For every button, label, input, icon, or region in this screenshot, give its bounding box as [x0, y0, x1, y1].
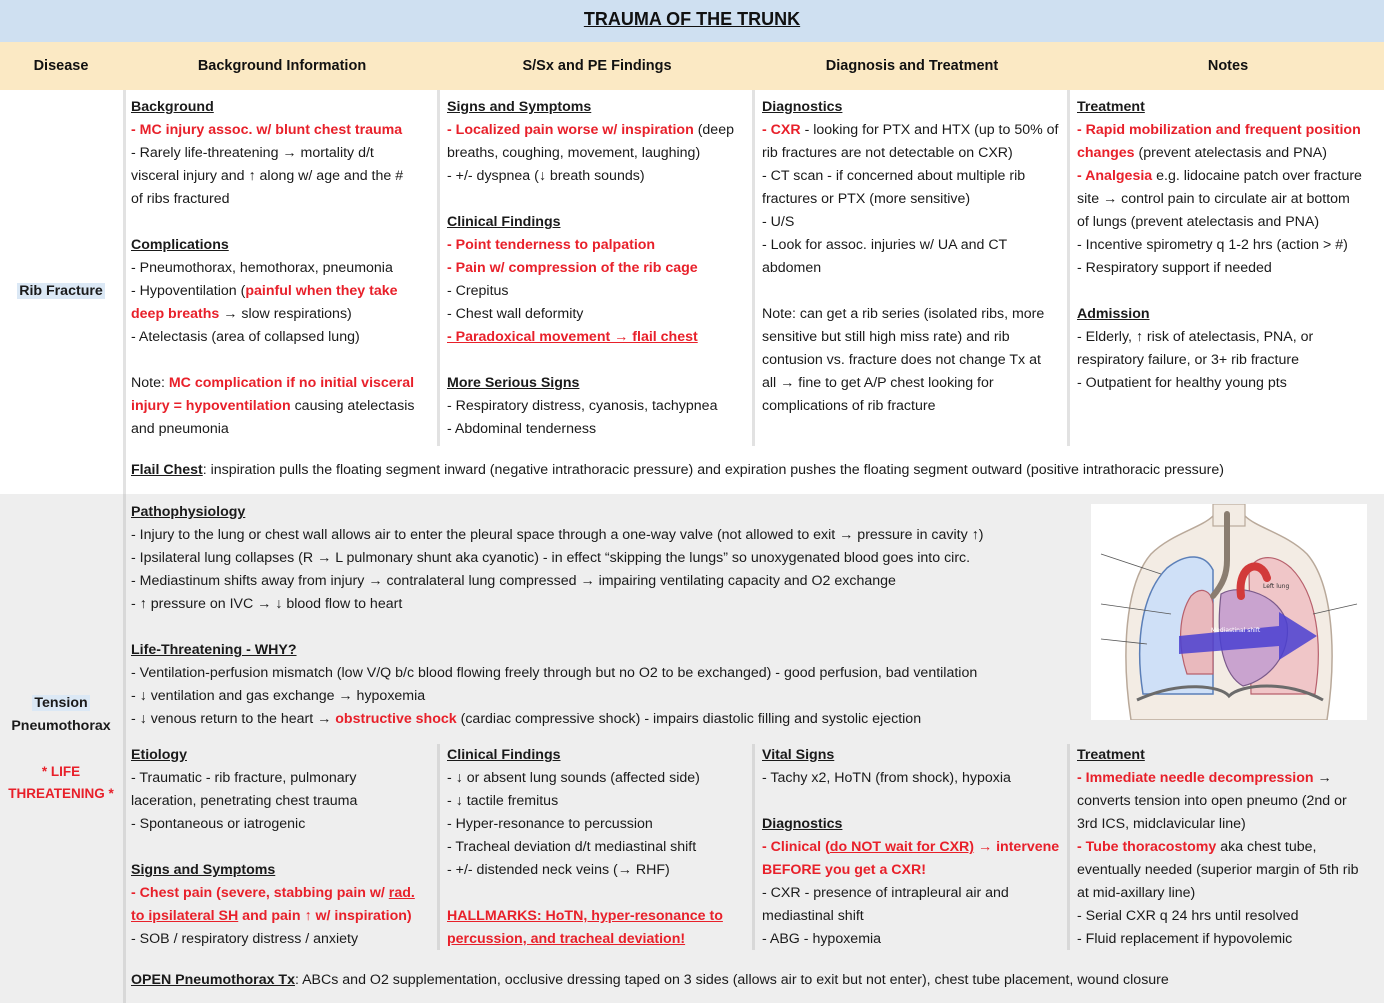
text-line: - Tube thoracostomy aka chest tube, — [1077, 839, 1317, 855]
chest-anatomy-illustration — [1091, 504, 1367, 720]
text-line: to ipsilateral SH and pain ↑ w/ inspiration) — [131, 908, 412, 924]
text-line: - Analgesia e.g. lidocaine patch over fracture — [1077, 168, 1362, 184]
text-line: - +/- distended neck veins (→ RHF) — [447, 862, 670, 878]
text-line: complications of rib fracture — [762, 398, 936, 414]
text-line: BEFORE you get a CXR! — [762, 862, 926, 878]
patho-block — [131, 501, 983, 731]
vitals-diagnostics-block — [762, 744, 1059, 951]
section-heading: More Serious Signs — [447, 375, 580, 391]
header-ssx: S/Sx and PE Findings — [522, 58, 672, 74]
text-line: rib fractures are not detectable on CXR) — [762, 145, 1013, 161]
tension-pneumothorax-figure — [1091, 504, 1367, 720]
etiology-block — [131, 744, 415, 951]
figure-label: Left lung — [1263, 583, 1290, 590]
text-line: - Rarely life-threatening → mortality d/t — [131, 145, 374, 161]
text-line: eventually needed (superior margin of 5th rib — [1077, 862, 1359, 878]
text-line: - Serial CXR q 24 hrs until resolved — [1077, 908, 1299, 924]
text-line: - ↓ ventilation and gas exchange → hypoxemia — [131, 688, 426, 704]
section-heading: Etiology — [131, 747, 187, 763]
rib-diagnosis-block — [762, 96, 1059, 418]
page-title: TRAUMA OF THE TRUNK — [583, 9, 801, 29]
section-heading: Signs and Symptoms — [131, 862, 276, 878]
text-line: - Respiratory distress, cyanosis, tachypnea — [447, 398, 718, 414]
text-line: - Spontaneous or iatrogenic — [131, 816, 306, 832]
section-heading: Treatment — [1077, 99, 1145, 115]
text-line: 3rd ICS, midclavicular line) — [1077, 816, 1246, 832]
text-line: - +/- dyspnea (↓ breath sounds) — [447, 168, 645, 184]
text-line: deep breaths → slow respirations) — [131, 306, 352, 322]
section-heading: Clinical Findings — [447, 214, 561, 230]
text-line: - CT scan - if concerned about multiple rib — [762, 168, 1026, 184]
text-line: Note: MC complication if no initial visceral — [131, 375, 415, 391]
section-heading: Pathophysiology — [131, 504, 246, 520]
text-line: - Injury to the lung or chest wall allows air to enter the pleural space through a one-way valve (not allowed to exit → pressure in cavity ↑) — [131, 527, 984, 543]
table-header — [0, 42, 1384, 90]
text-line: - Hypoventilation (painful when they take — [131, 283, 398, 299]
text-line: laceration, penetrating chest trauma — [131, 793, 358, 809]
text-line: - ↓ venous return to the heart → obstructive shock (cardiac compressive shock) - impairs diastolic filling and systolic ejection — [131, 711, 922, 727]
text-line: - Traumatic - rib fracture, pulmonary — [131, 770, 357, 786]
figure-label: Mediastinal shift — [1211, 627, 1261, 634]
text-line: of lungs (prevent atelectasis and PNA) — [1077, 214, 1320, 230]
text-line: - Ventilation-perfusion mismatch (low V/Q b/c blood flowing freely through but no O2 to be exchanged) - good perfusion, bad ventilation — [131, 665, 978, 681]
disease-tension-pneumothorax: Tension Pneumothorax * LIFE THREATENING * — [0, 692, 122, 805]
text-line: - Look for assoc. injuries w/ UA and CT — [762, 237, 1008, 253]
text-line: - Fluid replacement if hypovolemic — [1077, 931, 1293, 947]
section-heading: Vital Signs — [762, 747, 835, 763]
text-line: - SOB / respiratory distress / anxiety — [131, 931, 359, 947]
text-line: - Hyper-resonance to percussion — [447, 816, 653, 832]
text-line: abdomen — [762, 260, 822, 276]
hallmarks-line: percussion, and tracheal deviation! — [447, 931, 686, 947]
text-line: - Elderly, ↑ risk of atelectasis, PNA, or — [1077, 329, 1314, 345]
text-line: sensitive but still high miss rate) and rib — [762, 329, 1010, 345]
header-diagnosis: Diagnosis and Treatment — [825, 58, 999, 74]
text-line: - Mediastinum shifts away from injury → contralateral lung compressed → impairing ventilating capacity and O2 exchange — [131, 573, 896, 589]
text-line: - Ipsilateral lung collapses (R → L pulmonary shunt aka cyanotic) - in effect “skipping the lungs” so unoxygenated blood goes into circ. — [131, 550, 971, 566]
text-line: visceral injury and ↑ along w/ age and the # — [131, 168, 404, 184]
clinical-findings-block — [447, 744, 723, 951]
text-line: - Clinical (do NOT wait for CXR) → intervene — [762, 839, 1060, 855]
section-heading: Clinical Findings — [447, 747, 561, 763]
text-line: and pneumonia — [131, 421, 229, 437]
section-heading: Complications — [131, 237, 229, 253]
text-line: - Abdominal tenderness — [447, 421, 597, 437]
rib-ssx-block — [447, 96, 734, 441]
text-line: site → control pain to circulate air at bottom — [1077, 191, 1350, 207]
text-line: - ABG - hypoxemia — [762, 931, 882, 947]
section-heading: Treatment — [1077, 747, 1145, 763]
header-background: Background Information — [197, 58, 367, 74]
open-pneumothorax-note: OPEN Pneumothorax Tx: ABCs and O2 supplementation, occlusive dressing taped on 3 sides (allows air to exit but not enter), chest tube placement, wound closure — [131, 972, 1169, 988]
text-line: - U/S — [762, 214, 795, 230]
text-line: - Rapid mobilization and frequent position — [1077, 122, 1361, 138]
section-heading: Diagnostics — [762, 816, 843, 832]
text-line: - Pain w/ compression of the rib cage — [447, 260, 698, 276]
text-line: - Chest pain (severe, stabbing pain w/ rad. — [131, 885, 415, 901]
text-line: - CXR - looking for PTX and HTX (up to 50% of — [762, 122, 1059, 138]
text-line: - Localized pain worse w/ inspiration (deep — [447, 122, 734, 138]
text-line: mediastinal shift — [762, 908, 864, 924]
title-bar — [0, 0, 1384, 42]
section-heading: Admission — [1077, 306, 1150, 322]
hallmarks-line: HALLMARKS: HoTN, hyper-resonance to — [447, 908, 723, 924]
header-notes: Notes — [1207, 58, 1249, 74]
text-line: - Chest wall deformity — [447, 306, 584, 322]
text-line: - Pneumothorax, hemothorax, pneumonia — [131, 260, 393, 276]
text-line: - Paradoxical movement → flail chest — [447, 329, 698, 345]
text-line: - Crepitus — [447, 283, 509, 299]
text-line: - MC injury assoc. w/ blunt chest trauma — [131, 122, 403, 138]
rib-background-block — [131, 96, 414, 441]
disease-rib-fracture: Rib Fracture — [19, 283, 103, 299]
text-line: breaths, coughing, movement, laughing) — [447, 145, 701, 161]
rib-fracture-row — [0, 90, 1384, 494]
text-line: at mid-axillary line) — [1077, 885, 1196, 901]
text-line: contusion vs. fracture does not change Tx at — [762, 352, 1041, 368]
text-line: - Tracheal deviation d/t mediastinal shift — [447, 839, 697, 855]
text-line: - ↓ tactile fremitus — [447, 793, 559, 809]
tension-treatment-block — [1077, 744, 1359, 951]
rib-notes-block — [1077, 96, 1362, 395]
text-line: - ↓ or absent lung sounds (affected side) — [447, 770, 700, 786]
text-line: - Point tenderness to palpation — [447, 237, 656, 253]
text-line: - Tachy x2, HoTN (from shock), hypoxia — [762, 770, 1011, 786]
text-line: - Atelectasis (area of collapsed lung) — [131, 329, 360, 345]
text-line: - ↑ pressure on IVC → ↓ blood flow to heart — [131, 596, 403, 612]
flail-chest-note: Flail Chest: inspiration pulls the floating segment inward (negative intrathoracic pressure) and expiration pushes the floating segment outward (positive intrathoracic pressure) — [131, 462, 1225, 478]
section-heading: Life-Threatening - WHY? — [131, 642, 297, 658]
text-line: - Outpatient for healthy young pts — [1077, 375, 1287, 391]
text-line: converts tension into open pneumo (2nd or — [1077, 793, 1347, 809]
text-line: changes (prevent atelectasis and PNA) — [1077, 145, 1327, 161]
section-heading: Diagnostics — [762, 99, 843, 115]
section-heading: Background — [131, 99, 214, 115]
text-line: injury = hypoventilation causing atelectasis — [131, 398, 415, 414]
text-line: respiratory failure, or 3+ rib fracture — [1077, 352, 1299, 368]
text-line: fractures or PTX (more sensitive) — [762, 191, 971, 207]
text-line: - Respiratory support if needed — [1077, 260, 1272, 276]
section-heading: Signs and Symptoms — [447, 99, 592, 115]
text-line: Note: can get a rib series (isolated ribs, more — [762, 306, 1045, 322]
text-line: of ribs fractured — [131, 191, 230, 207]
text-line: all → fine to get A/P chest looking for — [762, 375, 994, 391]
text-line: - Incentive spirometry q 1-2 hrs (action > #) — [1077, 237, 1348, 253]
life-threatening-badge: * LIFE — [41, 764, 81, 779]
text-line: - Immediate needle decompression → — [1077, 770, 1332, 786]
header-disease: Disease — [33, 58, 89, 74]
text-line: - CXR - presence of intrapleural air and — [762, 885, 1009, 901]
